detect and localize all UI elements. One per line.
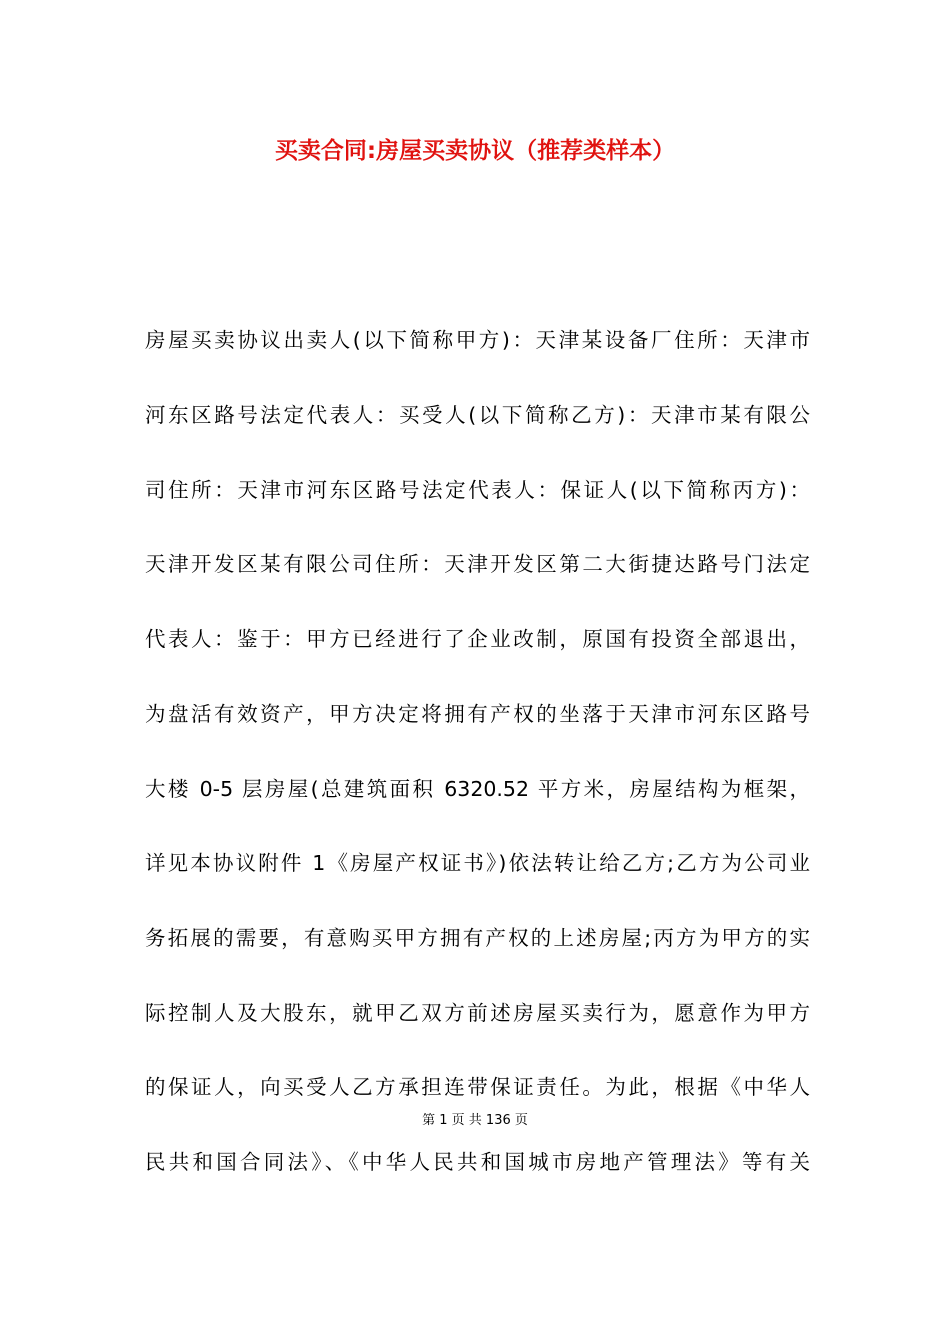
document-title: 买卖合同:房屋买卖协议（推荐类样本） — [274, 138, 676, 164]
body-line: 司住所：天津市河东区路号法定代表人：保证人(以下简称丙方)： — [145, 478, 810, 502]
body-line: 天津开发区某有限公司住所：天津开发区第二大街捷达路号门法定 — [145, 552, 810, 576]
page-footer: 第 1 页 共 136 页 — [422, 1113, 528, 1128]
body-line: 为盘活有效资产，甲方决定将拥有产权的坐落于天津市河东区路号 — [145, 702, 810, 726]
body-line: 大楼 0-5 层房屋(总建筑面积 6320.52 平方米，房屋结构为框架， — [145, 777, 810, 801]
body-line: 民共和国合同法》、《中华人民共和国城市房地产管理法》等有关 — [145, 1150, 810, 1174]
body-line: 房屋买卖协议出卖人(以下简称甲方)：天津某设备厂住所：天津市 — [145, 328, 810, 352]
body-line: 河东区路号法定代表人：买受人(以下简称乙方)：天津市某有限公 — [145, 403, 810, 427]
body-line: 的保证人，向买受人乙方承担连带保证责任。为此，根据《中华人 — [145, 1075, 810, 1099]
body-line: 代表人：鉴于：甲方已经进行了企业改制，原国有投资全部退出， — [145, 627, 810, 651]
body-line: 务拓展的需要，有意购买甲方拥有产权的上述房屋;丙方为甲方的实 — [145, 926, 810, 950]
body-line: 际控制人及大股东，就甲乙双方前述房屋买卖行为，愿意作为甲方 — [145, 1001, 810, 1025]
body-line: 详见本协议附件 1《房屋产权证书》)依法转让给乙方;乙方为公司业 — [145, 851, 810, 875]
